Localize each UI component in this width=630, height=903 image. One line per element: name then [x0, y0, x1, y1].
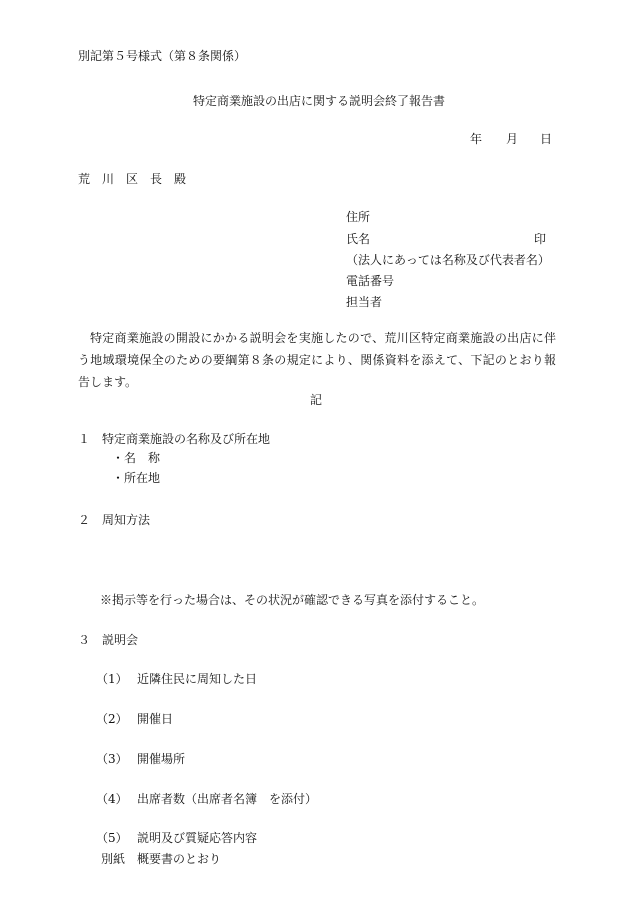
phone-label: 電話番号	[346, 274, 395, 288]
corporation-note: （法人にあっては名称及び代表者名）	[346, 253, 550, 267]
section-3-item-label: 出席者数（出席者名簿 を添付）	[137, 792, 318, 806]
form-number: 別記第５号様式（第８条関係）	[78, 49, 247, 63]
date-day: 日	[540, 132, 553, 146]
section-2-heading: ２ 周知方法	[78, 513, 151, 527]
body-paragraph: 特定商業施設の開設にかかる説明会を実施したので、荒川区特定商業施設の出店に伴う地域環境保全のための要綱第８条の規定により、関係資料を添えて、下記のとおり報告します。	[78, 331, 556, 389]
date-month: 月	[506, 132, 519, 146]
section-3-attachment-note: 別紙 概要書のとおり	[101, 852, 222, 866]
section-3-item-number: （5）	[96, 831, 128, 845]
seal-mark: 印	[534, 232, 547, 246]
date-year: 年	[470, 132, 483, 146]
section-1-item-location: ・所在地	[112, 471, 161, 485]
section-3-item-label: 説明及び質疑応答内容	[137, 831, 258, 845]
section-3-item-label: 開催場所	[137, 752, 186, 766]
section-3-item-number: （4）	[96, 792, 128, 806]
address-label: 住所	[346, 210, 371, 224]
section-3-item-number: （2）	[96, 712, 128, 726]
section-2-note: ※掲示等を行った場合は、その状況が確認できる写真を添付すること。	[100, 593, 485, 607]
section-3-item-label: 開催日	[137, 712, 174, 726]
section-1-item-name: ・名 称	[112, 451, 161, 465]
name-label: 氏名	[346, 232, 371, 246]
section-1-heading: １ 特定商業施設の名称及び所在地	[78, 432, 271, 446]
document-title: 特定商業施設の出店に関する説明会終了報告書	[193, 94, 446, 108]
addressee: 荒 川 区 長 殿	[78, 172, 187, 186]
ki-heading: 記	[310, 393, 323, 407]
person-in-charge-label: 担当者	[346, 295, 383, 309]
section-3-item-label: 近隣住民に周知した日	[137, 672, 258, 686]
section-3-heading: ３ 説明会	[78, 633, 139, 647]
section-3-item-number: （1）	[96, 672, 128, 686]
section-3-item-number: （3）	[96, 752, 128, 766]
